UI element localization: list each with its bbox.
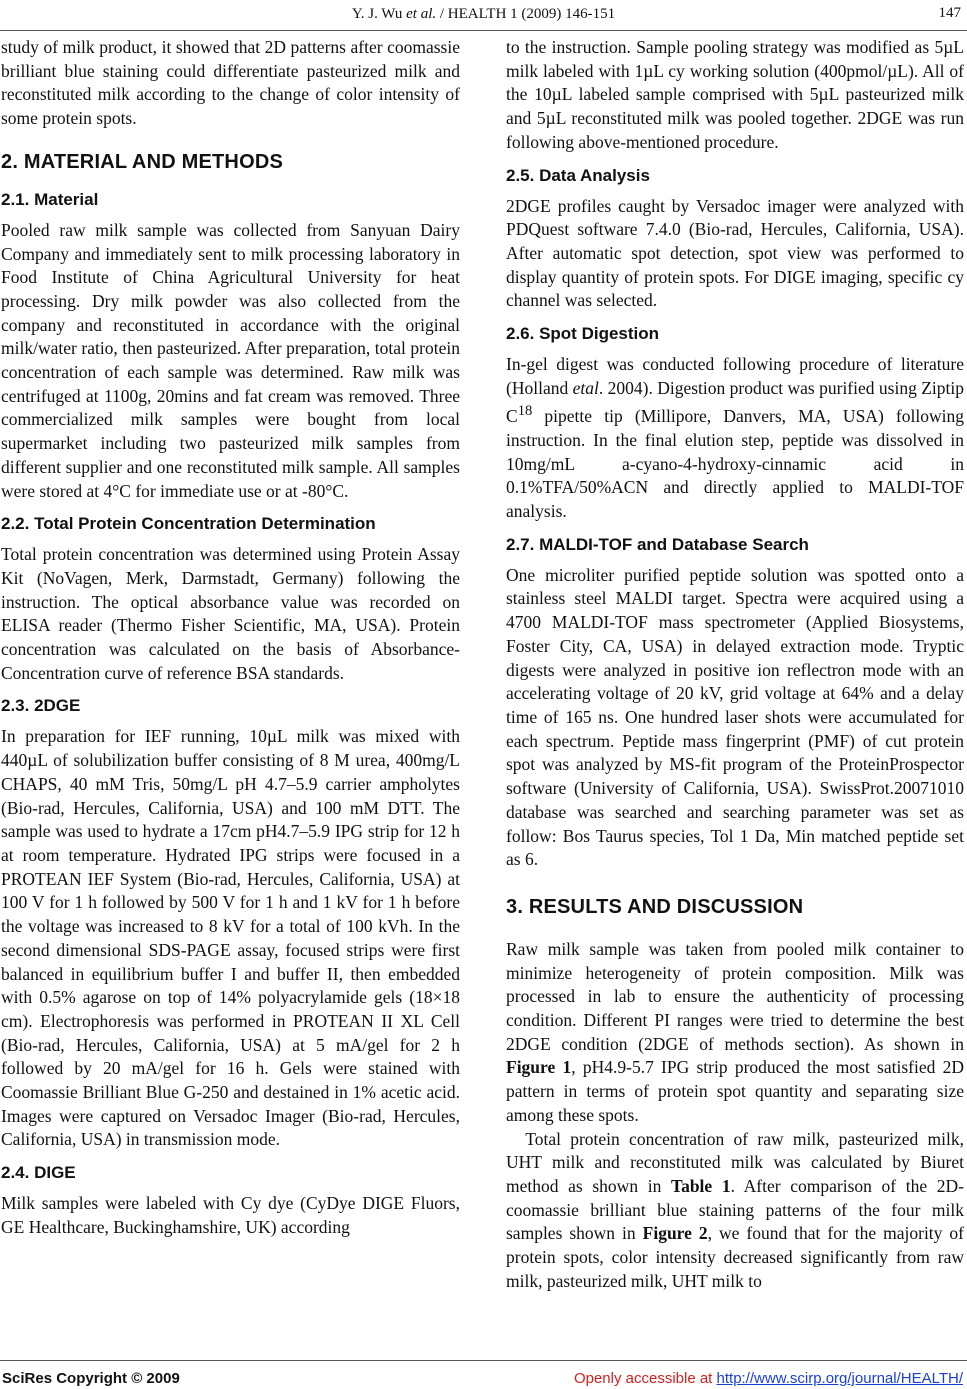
open-access-label: Openly accessible at <box>573 1370 717 1387</box>
subsection-heading-material: 2.1. Material <box>1 189 99 209</box>
section-heading-results: 3. RESULTS AND DISCUSSION <box>506 895 804 918</box>
running-head <box>0 6 967 23</box>
figure-1-reference: Figure 1 <box>506 1057 572 1078</box>
dige-paragraph-continued: to the instruction. Sample pooling strategy was modified as 5µL milk labeled with 1µL cy working solution (400pmol/µL). All of the 10µL labeled sample comprised with 5µL pasteurized milk and 5µL reconstituted milk was pooled together. 2DGE was run following above-mentioned procedure. <box>506 37 964 152</box>
results-p2-text-a: Total protein concentration of raw milk, pasteurized milk, UHT milk and reconstituted milk was calculated by Biuret method as shown in <box>506 1128 964 1196</box>
spot-digestion-superscript: 18 <box>517 403 533 420</box>
header-rule <box>0 30 967 31</box>
results-p2-text-b: . After comparison of the 2D-coomassie brilliant blue staining patterns of the four milk samples shown in <box>506 1175 965 1244</box>
spot-digestion-text-c: pipette tip (Millipore, Danvers, MA, USA) following instruction. In the final elution step, peptide was dissolved in 10mg/mL a-cyano-4-hydroxy-cinnamic acid in 0.1%TFA/50%ACN and directly applied to MALDI-TOF analysis. <box>506 406 964 522</box>
dige-paragraph: Milk samples were labeled with Cy dye (CyDye DIGE Fluors, GE Healthcare, Buckinghamshire, UK) according <box>1 1193 460 1237</box>
subsection-heading-dige: 2.4. DIGE <box>1 1163 76 1183</box>
journal-url-link[interactable]: http://www.scirp.org/journal/HEALTH/ <box>716 1370 963 1387</box>
maldi-tof-paragraph: One microliter purified peptide solution was spotted onto a stainless steel MALDI target. Spectra were acquired using a 4700 MALDI-TOF mass spectrometer (Applied Biosystems, Foster City, CA, USA) in delayed extraction mode. Tryptic digests were analyzed in positive ion reflectron mode with an accelerating voltage of 20 kV, grid voltage at 64% and a delay time of 165 ns. One hundred laser shots were accumulated for each spectrum. Peptide mass fingerprint (PMF) of cut protein spot was analyzed by MS-fit program of the ProteinProspector software (University of California, USA). SwissProt.20071010 database was searched and searching parameter was set as follow: Bos Taurus species, Tol 1 Da, Min matched peptide set as 6. <box>506 564 964 870</box>
data-analysis-paragraph: 2DGE profiles caught by Versadoc imager were analyzed with PDQuest software 7.4.0 (Bio-rad, Hercules, California, USA). After automatic spot detection, spot view was performed to display quantity of protein spots. For DIGE imaging, specific cy channel was selected. <box>506 195 964 311</box>
results-p1-text-b: , pH4.9-5.7 IPG strip produced the most satisfied 2D pattern in terms of protein spot quantity and separating size among these spots. <box>506 1057 964 1125</box>
table-1-reference: Table 1 <box>671 1175 731 1196</box>
open-access-notice <box>574 1370 963 1387</box>
footer-rule <box>0 1360 967 1361</box>
running-head-authors: Y. J. Wu <box>351 6 407 22</box>
running-head-journal: / HEALTH 1 (2009) 146-151 <box>436 6 616 22</box>
left-column <box>1 36 460 1240</box>
subsection-heading-protein-concentration: 2.2. Total Protein Concentration Determination <box>1 514 376 534</box>
spot-digestion-text-a: In-gel digest was conducted following procedure of literature (Holland <box>506 354 964 398</box>
section-heading-methods: 2. MATERIAL AND METHODS <box>1 150 284 173</box>
page-footer <box>0 1360 967 1389</box>
subsection-heading-maldi-tof: 2.7. MALDI-TOF and Database Search <box>506 534 809 554</box>
copyright-notice: SciRes Copyright © 2009 <box>2 1370 180 1387</box>
results-p1-text-a: Raw milk sample was taken from pooled milk container to minimize heterogeneity of protein composition. Milk was processed in lab to ensure the authenticity of processing condition. Different PI ranges were tried to determine the best 2DGE condition (2DGE of methods section). As shown in <box>506 938 964 1054</box>
2dge-paragraph: In preparation for IEF running, 10µL milk was mixed with 440µL of solubilization buffer consisting of 8 M urea, 400mg/L CHAPS, 40 mM Tris, 50mg/L pH 4.7–5.9 carrier ampholytes (Bio-rad, Hercules, California, USA) and 100 mM DTT. The sample was used to hydrate a 17cm pH4.7–5.9 IPG strip for 12 h at room temperature. Hydrated IPG strips were focused in a PROTEAN IEF System (Bio-rad, Hercules, California, USA) at 100 V for 1 h followed by 500 V for 1 h and 1 kV for 1 h before the voltage was increased to 8 kV for a total of 100 kVh. In the second dimensional SDS-PAGE assay, focused strips were first balanced in equilibrium buffer I and buffer II, then embedded with 0.5% agarose on top of 14% polyacrylamide gels (18×18 cm). Electrophoresis was performed in PROTEAN II XL Cell (Bio-rad, Hercules, California, USA) at 5 mA/gel for 2 h followed by 20 mA/gel for 16 h. Gels were stained with Coomassie Brilliant Blue G-250 and destained in 1% acetic acid. Images were captured on Versadoc Imager (Bio-rad, Hercules, California, USA) in transmission mode. <box>1 726 460 1150</box>
results-paragraph-1 <box>506 938 964 1128</box>
spot-digestion-text-b: . 2004). Digestion product was purified using Ziptip C <box>506 377 964 427</box>
intro-continued-paragraph: study of milk product, it showed that 2D patterns after coomassie brilliant blue staining could differentiate pasteurized milk and reconstituted milk according to the change of color intensity of some protein spots. <box>1 37 460 129</box>
running-header <box>0 0 967 34</box>
figure-2-reference: Figure 2 <box>642 1223 708 1244</box>
material-paragraph: Pooled raw milk sample was collected from Sanyuan Dairy Company and immediately sent to milk processing laboratory in Food Institute of China Agricultural University for heat processing. Dry milk powder was also collected from the company and reconstituted in accordance with the original milk/water ratio, then pasteurized. After preparation, total protein concentration of each sample was determined. Raw milk was centrifuged at 1100g, 20mins and fat cream was removed. Three commercialized milk samples were bought from local supermarket including two pasteurized milk samples from different supplier and one reconstituted milk sample. All samples were stored at 4°C for immediate use or at -80°C. <box>1 219 460 501</box>
running-head-etal: et al. <box>406 6 437 22</box>
results-p2-text-c: , we found that for the majority of protein spots, color intensity decreased significantly from raw milk, pasteurized milk, UHT milk to <box>506 1223 964 1291</box>
subsection-heading-data-analysis: 2.5. Data Analysis <box>506 165 650 185</box>
spot-digestion-etal: etal <box>572 377 599 398</box>
protein-concentration-paragraph: Total protein concentration was determined using Protein Assay Kit (NoVagen, Merk, Darmstadt, Germany) following the instruction. The optical absorbance value was recorded on ELISA reader (Thermo Fisher Scientific, MA, USA). Protein concentration was calculated on the basis of Absorbance-Concentration curve of reference BSA standards. <box>1 544 460 683</box>
results-paragraph-2 <box>506 1128 964 1294</box>
subsection-heading-2dge: 2.3. 2DGE <box>1 696 81 716</box>
spot-digestion-paragraph <box>506 353 964 524</box>
subsection-heading-spot-digestion: 2.6. Spot Digestion <box>506 324 660 344</box>
right-column <box>506 36 964 1293</box>
page-number: 147 <box>938 5 961 21</box>
